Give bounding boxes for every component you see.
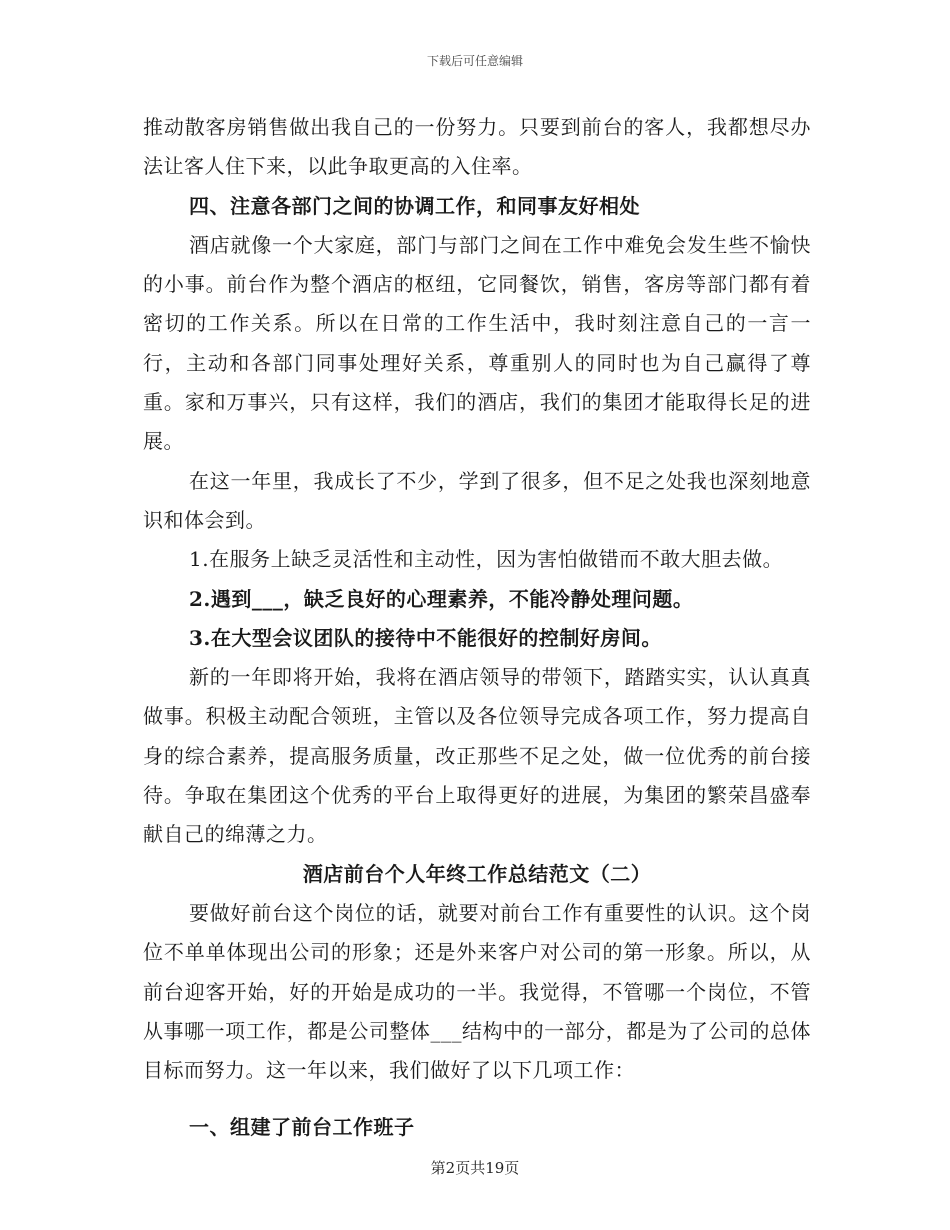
section-heading-4: 四、注意各部门之间的协调工作，和同事友好相处 [189,193,640,218]
page-footer: 第2页共19页 [430,1159,520,1177]
document-body [143,108,811,1148]
paragraph-hotel-family: 酒店就像一个大家庭，部门与部门之间在工作中难免会发生些不愉快的小事。前台作为整个酒店的枢纽，它同餐饮，销售，客房等部门都有着密切的工作关系。所以在日常的工作生活中，我时刻注意自己的一言一行，主动和各部门同事处理好关系，尊重别人的同时也为自己赢得了尊重。家和万事兴，只有这样，我们的酒店，我们的集团才能取得长足的进展。 [143,232,811,454]
list-item-1: 1.在服务上缺乏灵活性和主动性，因为害怕做错而不敢大胆去做。 [189,547,784,572]
article-title: 酒店前台个人年终工作总结范文（二） [302,861,652,886]
paragraph-new-year: 新的一年即将开始，我将在酒店领导的带领下，踏踏实实，认认真真做事。积极主动配合领班，主管以及各位领导完成各项工作，努力提高自身的综合素养，提高服务质量，改正那些不足之处，做一位优秀的前台接待。争取在集团这个优秀的平台上取得更好的进展，为集团的繁荣昌盛奉献自己的绵薄之力。 [143,665,811,847]
page-header: 下载后可任意编辑 [426,54,523,68]
list-item-3: 3.在大型会议团队的接待中不能很好的控制好房间。 [189,625,662,650]
paragraph-growth: 在这一年里，我成长了不少，学到了很多，但不足之处我也深刻地意识和体会到。 [143,468,811,532]
paragraph-intro: 要做好前台这个岗位的话，就要对前台工作有重要性的认识。这个岗位不单单体现出公司的形象；还是外来客户对公司的第一形象。所以，从前台迎客开始，好的开始是成功的一半。我觉得，不管哪一个岗位，不管从事哪一项工作，都是公司整体___结构中的一部分，都是为了公司的总体目标而努力。这一年以来，我们做好了以下几项工作： [143,900,811,1083]
paragraph-continuation: 推动散客房销售做出我自己的一份努力。只要到前台的客人，我都想尽办法让客人住下来，以此争取更高的入住率。 [143,115,811,179]
section-heading-1: 一、组建了前台工作班子 [189,1115,415,1140]
list-item-2: 2.遇到___，缺乏良好的心理素养，不能冷静处理问题。 [189,586,694,611]
